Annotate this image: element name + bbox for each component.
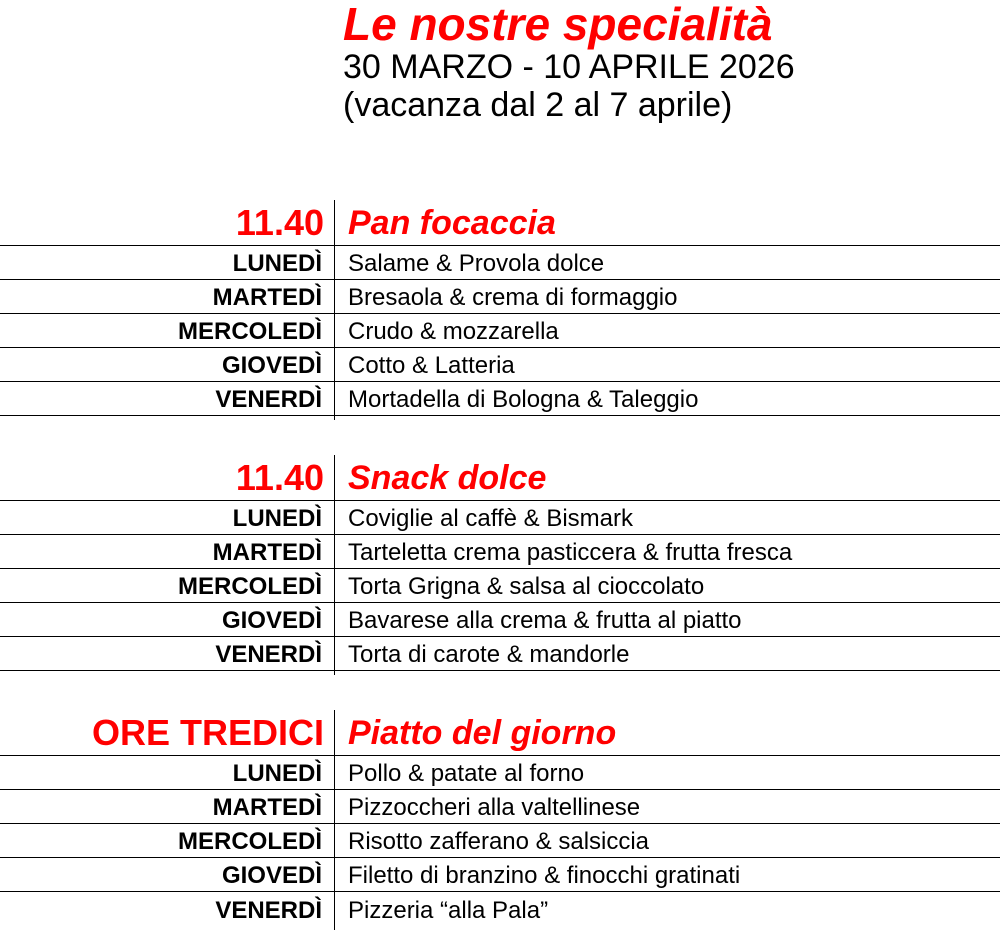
dish-name: Pollo & patate al forno — [348, 760, 585, 787]
day-label: VENERDÌ — [215, 386, 322, 413]
table-row — [0, 858, 1000, 892]
dish-name: Torta di carote & mandorle — [348, 641, 630, 668]
table-row — [0, 790, 1000, 824]
table-row — [0, 348, 1000, 382]
day-label: GIOVEDÌ — [221, 862, 322, 889]
dish-name: Mortadella di Bologna & Taleggio — [348, 386, 699, 413]
vacation-note: (vacanza dal 2 al 7 aprile) — [343, 86, 733, 124]
table-row — [0, 501, 1000, 535]
day-label: MERCOLEDÌ — [178, 573, 322, 600]
table-row — [0, 756, 1000, 790]
section-snack-dolce — [0, 455, 1000, 671]
table-row — [0, 603, 1000, 637]
section-pan-focaccia — [0, 200, 1000, 416]
day-label: VENERDÌ — [215, 897, 322, 924]
table-row — [0, 314, 1000, 348]
section-time: ORE TREDICI — [91, 712, 324, 753]
date-range: 30 MARZO - 10 APRILE 2026 — [343, 48, 795, 86]
dish-name: Filetto di branzino & finocchi gratinati — [348, 862, 741, 889]
section-header — [0, 200, 1000, 246]
dish-name: Salame & Provola dolce — [348, 250, 605, 277]
section-title: Pan focaccia — [348, 204, 556, 242]
day-label: LUNEDÌ — [232, 250, 322, 277]
section-title: Snack dolce — [348, 459, 547, 497]
dish-name: Pizzeria “alla Pala” — [348, 897, 549, 924]
day-label: MARTEDÌ — [212, 794, 322, 821]
day-label: LUNEDÌ — [232, 760, 322, 787]
dish-name: Pizzoccheri alla valtellinese — [348, 794, 641, 821]
section-title: Piatto del giorno — [348, 714, 617, 752]
section-time: 11.40 — [235, 202, 324, 243]
table-row — [0, 824, 1000, 858]
dish-name: Bresaola & crema di formaggio — [348, 284, 678, 311]
table-row — [0, 892, 1000, 926]
dish-name: Tarteletta crema pasticcera & frutta fresca — [348, 539, 793, 566]
section-time: 11.40 — [235, 457, 324, 498]
section-header — [0, 455, 1000, 501]
section-header — [0, 710, 1000, 756]
day-label: MARTEDÌ — [212, 284, 322, 311]
section-piatto-del-giorno — [0, 710, 1000, 926]
table-row — [0, 382, 1000, 416]
dish-name: Risotto zafferano & salsiccia — [348, 828, 650, 855]
day-label: GIOVEDÌ — [221, 607, 322, 634]
day-label: LUNEDÌ — [232, 505, 322, 532]
day-label: MARTEDÌ — [212, 539, 322, 566]
table-row — [0, 280, 1000, 314]
table-row — [0, 246, 1000, 280]
dish-name: Crudo & mozzarella — [348, 318, 559, 345]
table-row — [0, 569, 1000, 603]
page-title: Le nostre specialità — [343, 0, 773, 50]
day-label: GIOVEDÌ — [221, 352, 322, 379]
day-label: VENERDÌ — [215, 641, 322, 668]
dish-name: Bavarese alla crema & frutta al piatto — [348, 607, 742, 634]
menu-header — [343, 0, 795, 124]
dish-name: Torta Grigna & salsa al cioccolato — [348, 573, 705, 600]
dish-name: Coviglie al caffè & Bismark — [348, 505, 633, 532]
dish-name: Cotto & Latteria — [348, 352, 515, 379]
table-row — [0, 535, 1000, 569]
day-label: MERCOLEDÌ — [178, 828, 322, 855]
table-row — [0, 637, 1000, 671]
day-label: MERCOLEDÌ — [178, 318, 322, 345]
